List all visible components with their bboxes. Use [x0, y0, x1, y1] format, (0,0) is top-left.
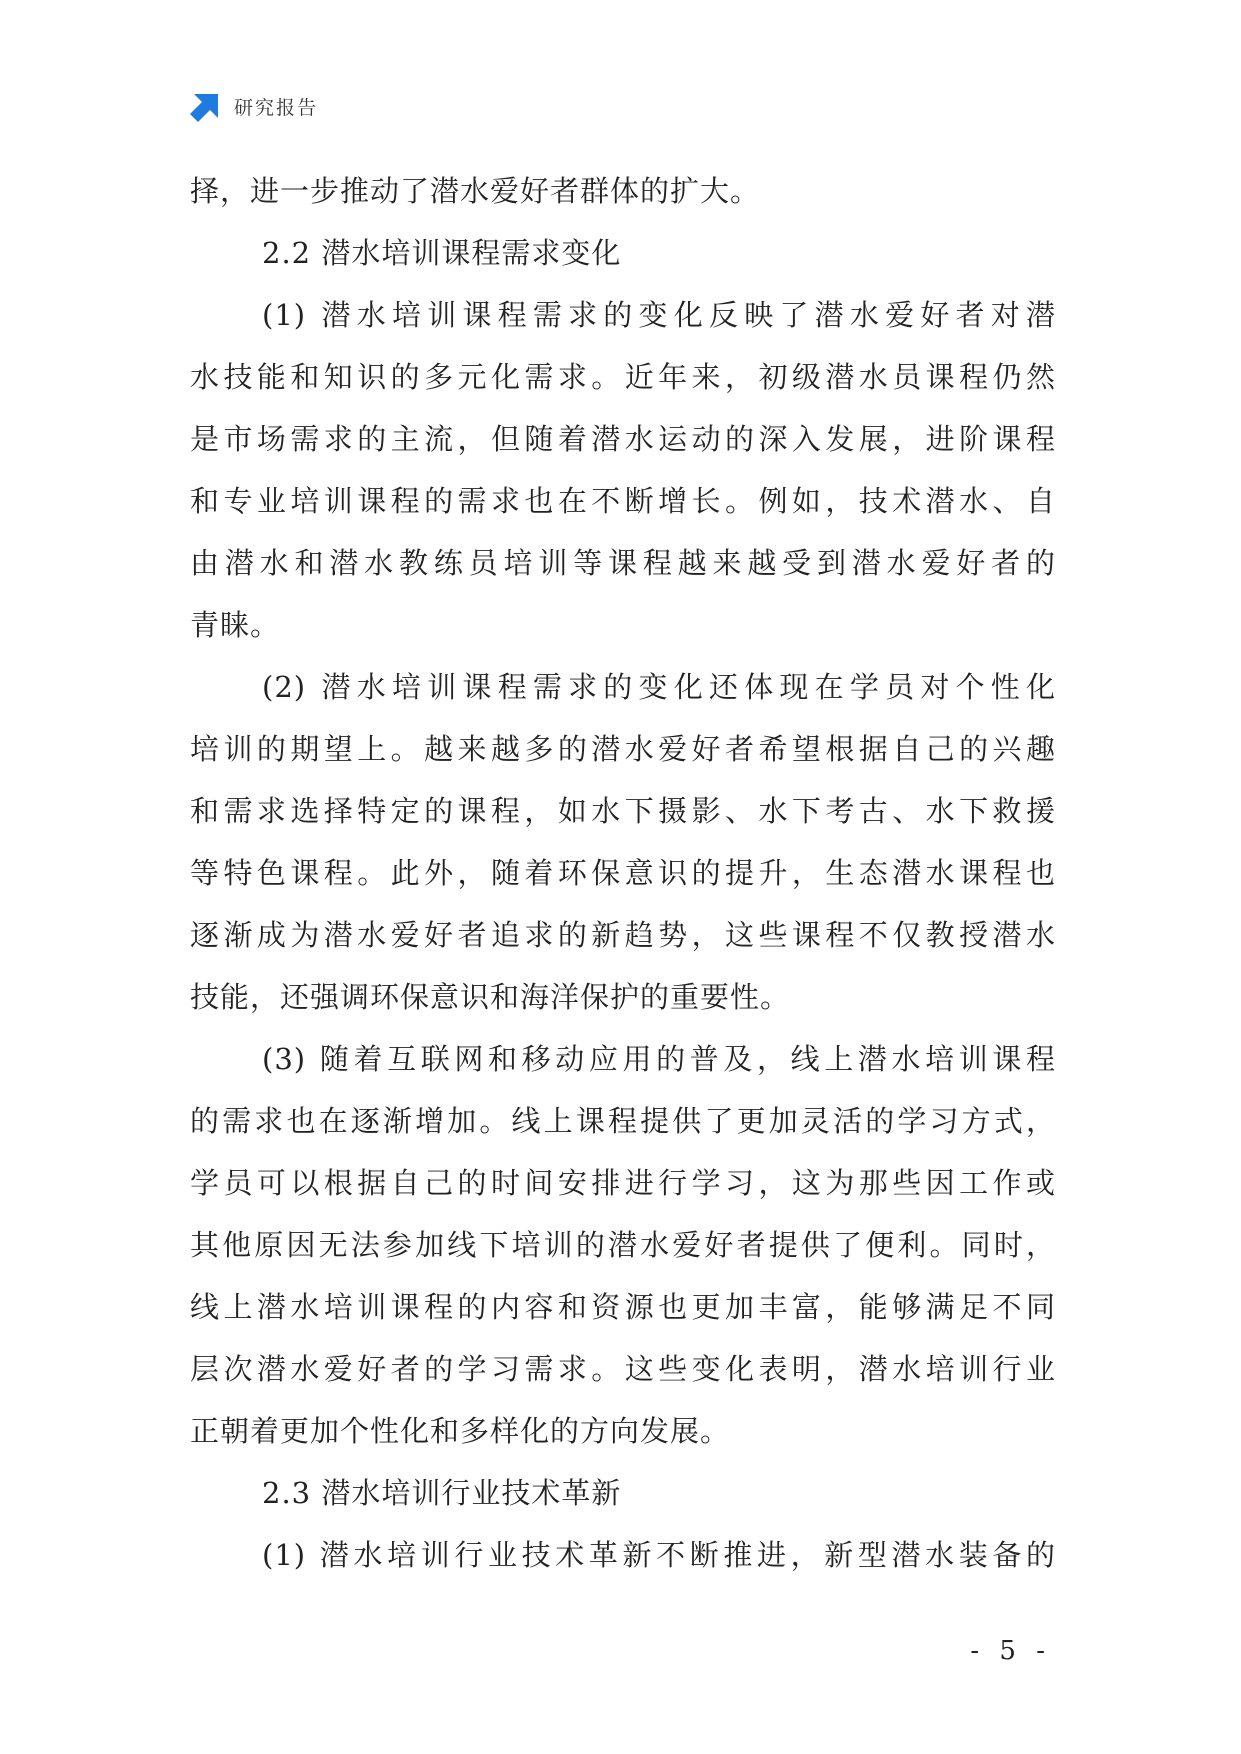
paragraph-line: 其他原因无法参加线下培训的潜水爱好者提供了便利。同时，: [190, 1228, 1056, 1262]
paragraph-line: 青睐。: [190, 608, 281, 642]
paragraph-line: 层次潜水爱好者的学习需求。这些变化表明，潜水培训行业: [190, 1352, 1056, 1386]
paragraph-line: (3) 随着互联网和移动应用的普及，线上潜水培训课程: [262, 1042, 1056, 1076]
header-title: 研究报告: [234, 96, 319, 119]
paragraph-line: (1) 潜水培训行业技术革新不断推进，新型潜水装备的: [262, 1538, 1056, 1572]
paragraph-line: 水技能和知识的多元化需求。近年来，初级潜水员课程仍然: [190, 360, 1056, 394]
paragraph-line: (1) 潜水培训课程需求的变化反映了潜水爱好者对潜: [262, 298, 1056, 332]
paragraph-line: 择，进一步推动了潜水爱好者群体的扩大。: [190, 174, 761, 208]
paragraph-line: 等特色课程。此外，随着环保意识的提升，生态潜水课程也: [190, 856, 1056, 890]
page-header: [190, 88, 318, 124]
paragraph-line: 是市场需求的主流，但随着潜水运动的深入发展，进阶课程: [190, 422, 1056, 456]
paragraph-line: 逐渐成为潜水爱好者追求的新趋势，这些课程不仅教授潜水: [190, 918, 1056, 952]
paragraph-line: 的需求也在逐渐增加。线上课程提供了更加灵活的学习方式，: [190, 1104, 1056, 1138]
paragraph-line: 由潜水和潜水教练员培训等课程越来越受到潜水爱好者的: [190, 546, 1056, 580]
paragraph-line: 正朝着更加个性化和多样化的方向发展。: [190, 1414, 731, 1448]
section-heading-2-2: 2.2 潜水培训课程需求变化: [262, 236, 622, 270]
paragraph-line: 和需求选择特定的课程，如水下摄影、水下考古、水下救援: [190, 794, 1056, 828]
arrow-up-right-icon: [190, 90, 222, 122]
paragraph-line: 线上潜水培训课程的内容和资源也更加丰富，能够满足不同: [190, 1290, 1056, 1324]
section-heading-2-3: 2.3 潜水培训行业技术革新: [262, 1476, 622, 1510]
paragraph-line: (2) 潜水培训课程需求的变化还体现在学员对个性化: [262, 670, 1056, 704]
paragraph-line: 学员可以根据自己的时间安排进行学习，这为那些因工作或: [190, 1166, 1056, 1200]
paragraph-line: 技能，还强调环保意识和海洋保护的重要性。: [190, 980, 791, 1014]
document-body: [190, 160, 1056, 1586]
paragraph-line: 培训的期望上。越来越多的潜水爱好者希望根据自己的兴趣: [190, 732, 1056, 766]
paragraph-line: 和专业培训课程的需求也在不断增长。例如，技术潜水、自: [190, 484, 1056, 518]
page-number: - 5 -: [970, 1636, 1051, 1666]
